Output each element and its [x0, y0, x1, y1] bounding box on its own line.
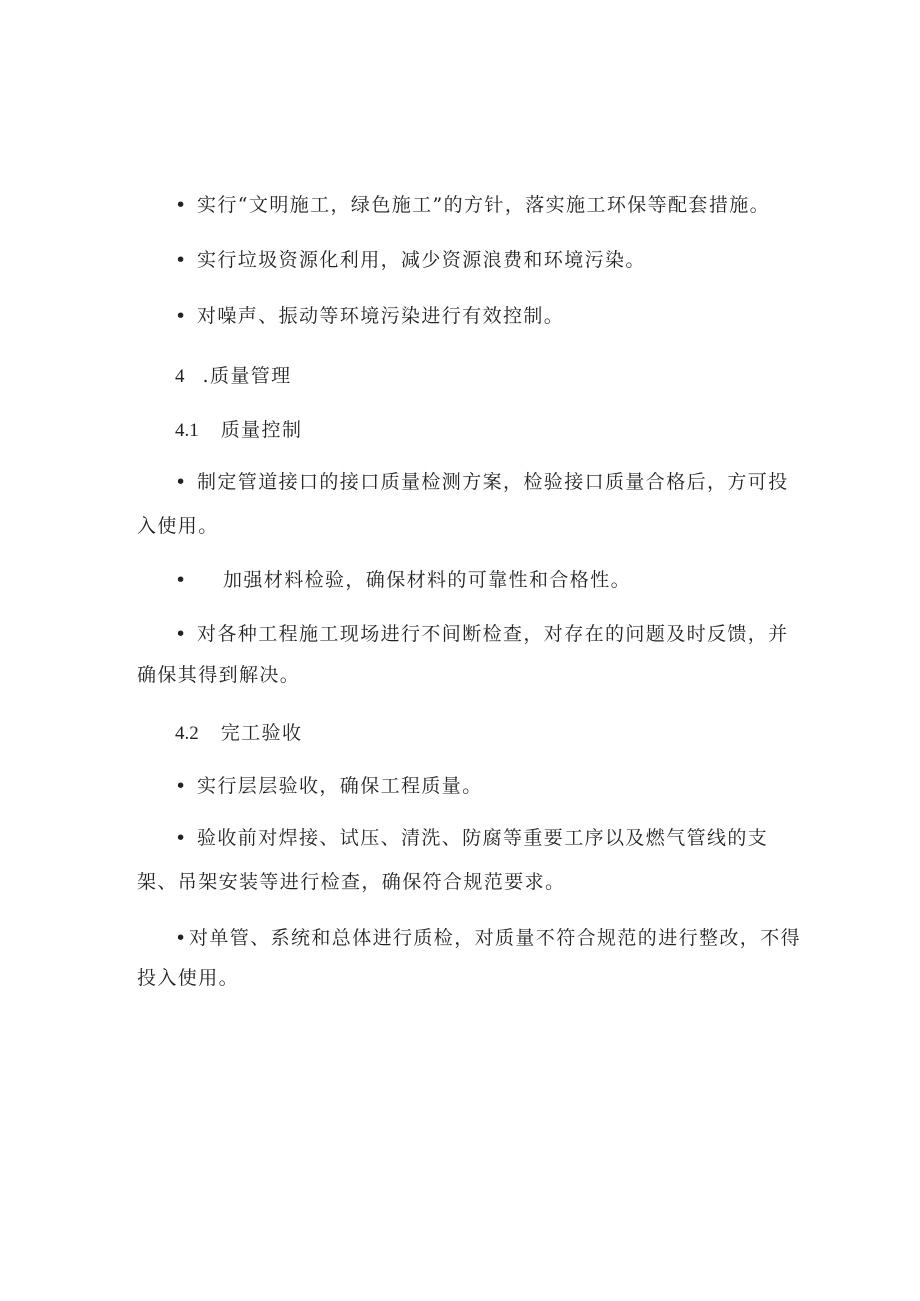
bullet-marker: •: [175, 927, 188, 949]
list-item-continuation: 架、吊架安装等进行检查，确保符合规范要求。: [137, 871, 566, 893]
bullet-marker: •: [175, 471, 188, 493]
list-item: [175, 304, 564, 328]
list-item: [175, 826, 768, 850]
list-item: [175, 248, 646, 272]
list-item-text: 对各种工程施工现场进行不间断检查，对存在的问题及时反馈，并: [197, 623, 789, 645]
list-item-text: 实行“文明施工，绿色施工”的方针，落实施工环保等配套措施。: [197, 194, 771, 216]
list-item-continuation: 投入使用。: [137, 967, 240, 989]
bullet-marker: •: [175, 194, 188, 216]
bullet-marker: •: [175, 827, 188, 849]
list-item-text: 实行垃圾资源化利用，减少资源浪费和环境污染。: [197, 249, 646, 271]
subsection-number: 4.2: [175, 723, 199, 744]
bullet-marker: •: [175, 249, 188, 271]
list-item-text: 对单管、系统和总体进行质检，对质量不符合规范的进行整改，不得: [189, 927, 802, 949]
list-item-continuation: 确保其得到解决。: [137, 664, 301, 686]
section-title: .质量管理: [202, 365, 292, 387]
list-item-text: 加强材料检验，确保材料的可靠性和合格性。: [223, 569, 632, 591]
subsection-heading: [175, 721, 302, 746]
list-item-text: 实行层层验收，确保工程质量。: [197, 775, 483, 797]
subsection-number: 4.1: [175, 420, 199, 441]
subsection-title: 质量控制: [220, 419, 303, 441]
list-item: [175, 622, 789, 646]
bullet-marker: •: [175, 569, 188, 591]
list-item: [175, 470, 789, 494]
section-number: 4: [175, 366, 185, 387]
list-item-text: 验收前对焊接、试压、清洗、防腐等重要工序以及燃气管线的支: [197, 827, 769, 849]
bullet-marker: •: [175, 623, 188, 645]
list-item: [175, 774, 483, 798]
bullet-marker: •: [175, 775, 188, 797]
section-heading: [175, 364, 292, 389]
list-item: [175, 568, 631, 592]
list-item: [175, 926, 801, 950]
subsection-title: 完工验收: [220, 722, 303, 744]
list-item-text: 制定管道接口的接口质量检测方案，检验接口质量合格后，方可投: [197, 471, 789, 493]
list-item-text: 对噪声、振动等环境污染进行有效控制。: [197, 305, 565, 327]
subsection-heading: [175, 418, 302, 443]
list-item-continuation: 入使用。: [137, 515, 219, 537]
bullet-marker: •: [175, 305, 188, 327]
list-item: [175, 193, 770, 217]
